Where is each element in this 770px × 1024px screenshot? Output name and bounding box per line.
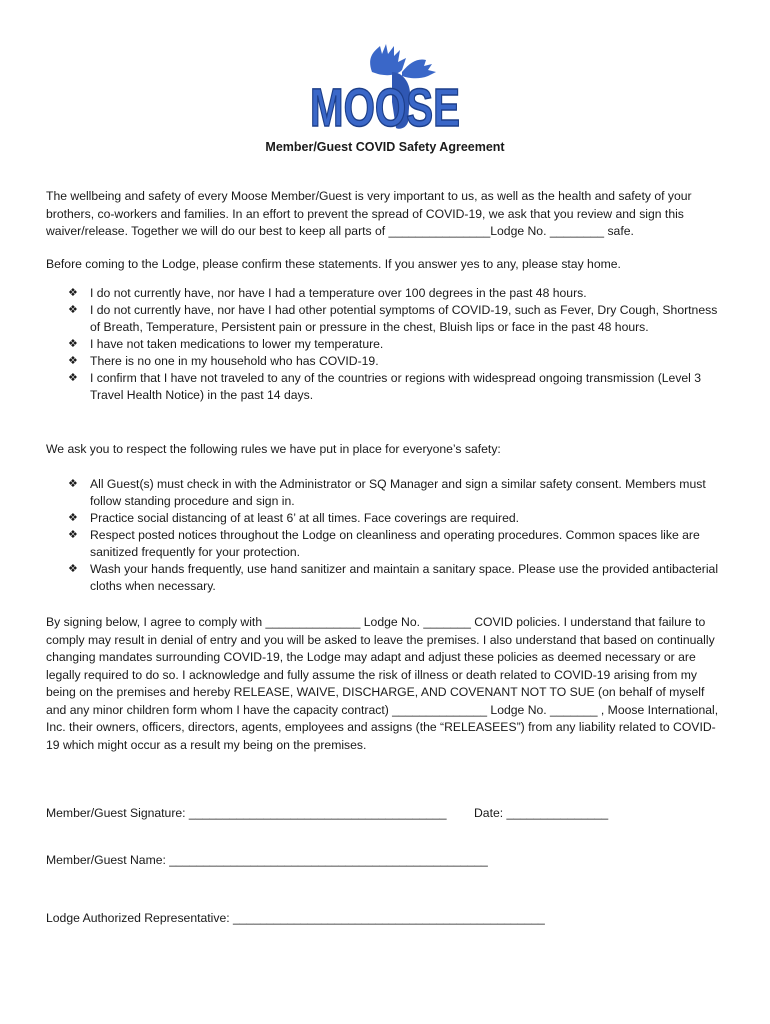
diamond-bullet-icon: ❖	[68, 287, 78, 299]
page-title: Member/Guest COVID Safety Agreement	[265, 140, 505, 154]
name-line[interactable]: Member/Guest Name: _______________________________________________	[46, 853, 488, 867]
antler-left-shape	[370, 44, 406, 75]
list-item	[68, 561, 728, 595]
list-item	[68, 476, 728, 510]
diamond-bullet-icon: ❖	[68, 372, 78, 384]
list-item-text: Practice social distancing of at least 6’ at all times. Face coverings are required.	[90, 511, 520, 525]
before-coming-text: Before coming to the Lodge, please confirm these statements. If you answer yes to any, please stay home.	[46, 257, 621, 271]
rules-list	[68, 476, 728, 595]
diamond-bullet-icon: ❖	[68, 529, 78, 541]
list-item	[68, 527, 728, 561]
diamond-bullet-icon: ❖	[68, 304, 78, 316]
diamond-bullet-icon: ❖	[68, 563, 78, 575]
list-item-text: All Guest(s) must check in with the Administrator or SQ Manager and sign a similar safety consent. Members must follow standing procedure and sign in.	[90, 477, 706, 508]
representative-line[interactable]: Lodge Authorized Representative: ______________________________________________	[46, 911, 545, 925]
rules-intro-text: We ask you to respect the following rules we have put in place for everyone’s safety:	[46, 442, 501, 456]
list-item-text: Respect posted notices throughout the Lodge on cleanliness and operating procedures. Common spaces like are sanitized frequently for your protection.	[90, 528, 700, 559]
list-item	[68, 370, 728, 404]
list-item-text: I confirm that I have not traveled to any of the countries or regions with widespread ongoing transmission (Level 3 Travel Health Notice) in the past 14 days.	[90, 371, 702, 402]
list-item-text: I do not currently have, nor have I had a temperature over 100 degrees in the past 48 hours.	[90, 286, 587, 300]
list-item-text: I have not taken medications to lower my temperature.	[90, 337, 384, 351]
list-item	[68, 285, 728, 302]
list-item-text: There is no one in my household who has COVID-19.	[90, 354, 379, 368]
date-line[interactable]: Date: _______________	[474, 806, 609, 820]
list-item-text: I do not currently have, nor have I had other potential symptoms of COVID-19, such as Fever, Dry Cough, Shortness of Breath, Temperature, Persistent pain or pressure in the chest, Bluish lips or face in the past 48 hours.	[90, 303, 718, 334]
moose-logo	[306, 42, 464, 138]
list-item	[68, 510, 728, 527]
logo-wordmark: MOOSE	[310, 78, 460, 138]
diamond-bullet-icon: ❖	[68, 512, 78, 524]
moose-logo-graphic	[306, 42, 464, 138]
antler-right-shape	[402, 60, 436, 79]
signature-line[interactable]: Member/Guest Signature: ______________________________________	[46, 806, 447, 820]
list-item	[68, 336, 728, 353]
intro-paragraph: The wellbeing and safety of every Moose Member/Guest is very important to us, as well as the health and safety of your brothers, co-workers and families. In an effort to prevent the spread of COVID-19, we ask that you review and sign this waiver/release. Together we will do our best to keep all parts of _______________Lodge No. ________ safe.	[46, 189, 692, 238]
diamond-bullet-icon: ❖	[68, 355, 78, 367]
diamond-bullet-icon: ❖	[68, 338, 78, 350]
list-item	[68, 353, 728, 370]
diamond-bullet-icon: ❖	[68, 478, 78, 490]
list-item-text: Wash your hands frequently, use hand sanitizer and maintain a sanitary space. Please use the provided antibacterial cloths when necessary.	[90, 562, 719, 593]
statements-list	[68, 285, 728, 404]
list-item	[68, 302, 728, 336]
release-paragraph: By signing below, I agree to comply with ______________ Lodge No. _______ COVID policies. I understand that failure to comply may result in denial of entry and you will be asked to leave the premises. I also understand that based on continually changing mandates surrounding COVID-19, the Lodge may adapt and adjust these policies as deemed necessary or are legally required to do so. I acknowledge and fully assume the risk of illness or death related to COVID-19 arising from my being on the premises and hereby RELEASE, WAIVE, DISCHARGE, AND COVENANT NOT TO SUE (on behalf of myself and any minor children form whom I have the capacity contract) ______________ Lodge No. _______ , Moose International, Inc. their owners, officers, directors, agents, employees and assigns (the “RELEASEES”) from any liability related to COVID-19 which might occur as a result my being on the premises.	[46, 615, 719, 752]
